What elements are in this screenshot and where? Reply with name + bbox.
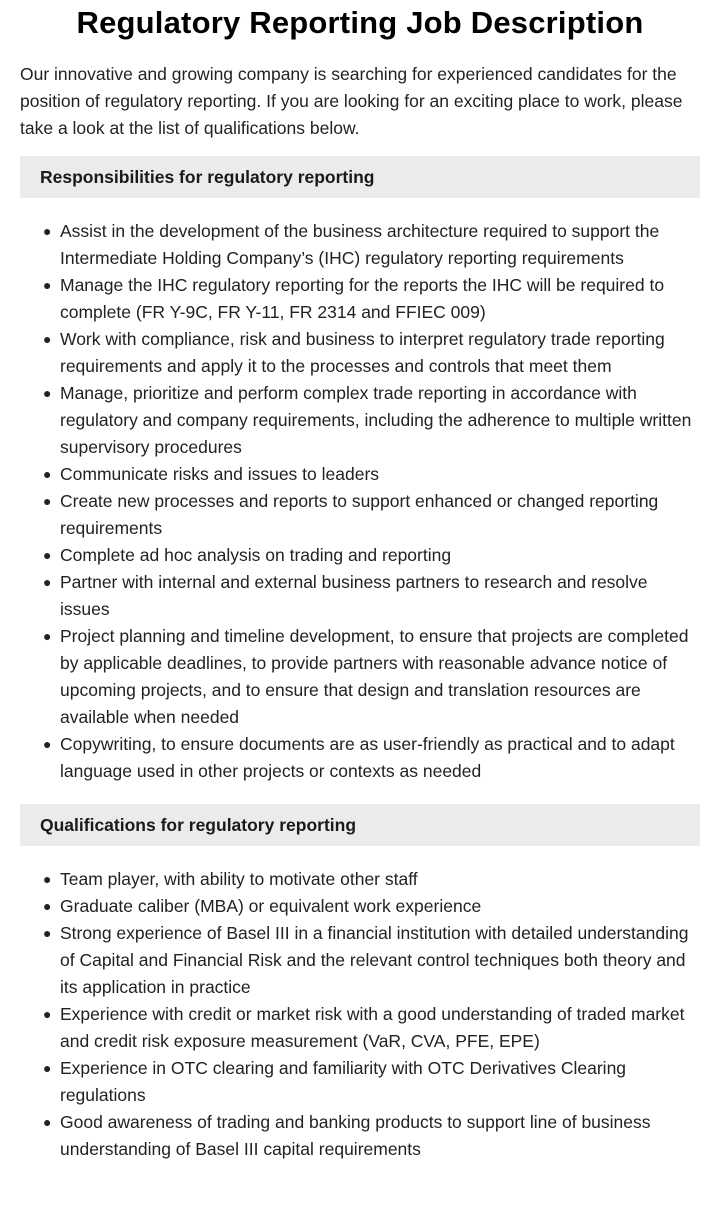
bullet-icon: ● <box>43 925 52 941</box>
bullet-icon: ● <box>43 547 52 563</box>
bullet-icon: ● <box>43 223 52 239</box>
bullet-icon: ● <box>43 466 52 482</box>
list-item: ● Experience in OTC clearing and familiarity with OTC Derivatives Clearing regulations <box>60 1055 700 1109</box>
list-item: ● Partner with internal and external business partners to research and resolve issues <box>60 569 700 623</box>
bullet-icon: ● <box>43 331 52 347</box>
list-item: ● Manage, prioritize and perform complex trade reporting in accordance with regulatory and company requirements, including the adherence to multiple written supervisory procedures <box>60 380 700 461</box>
bullet-icon: ● <box>43 277 52 293</box>
qualifications-list <box>20 866 700 1163</box>
list-item: ● Project planning and timeline development, to ensure that projects are completed by applicable deadlines, to provide partners with reasonable advance notice of upcoming projects, and to ensure that design and translation resources are available when needed <box>60 623 700 731</box>
responsibilities-heading-text: Responsibilities for regulatory reporting <box>40 166 375 187</box>
list-item: ● Work with compliance, risk and business to interpret regulatory trade reporting requirements and apply it to the processes and controls that meet them <box>60 326 700 380</box>
page-title: Regulatory Reporting Job Description <box>76 5 644 40</box>
responsibilities-heading <box>20 156 700 198</box>
list-item: ● Manage the IHC regulatory reporting for the reports the IHC will be required to complete (FR Y-9C, FR Y-11, FR 2314 and FFIEC 009) <box>60 272 700 326</box>
list-item: ● Create new processes and reports to support enhanced or changed reporting requirements <box>60 488 700 542</box>
bullet-icon: ● <box>43 574 52 590</box>
list-item: ● Communicate risks and issues to leaders <box>60 461 700 488</box>
list-item: ● Assist in the development of the business architecture required to support the Intermediate Holding Company’s (IHC) regulatory reporting requirements <box>60 218 700 272</box>
bullet-icon: ● <box>43 736 52 752</box>
list-item: ● Complete ad hoc analysis on trading and reporting <box>60 542 700 569</box>
list-item: ● Copywriting, to ensure documents are as user-friendly as practical and to adapt language used in other projects or contexts as needed <box>60 731 700 785</box>
list-item: ● Graduate caliber (MBA) or equivalent work experience <box>60 893 700 920</box>
bullet-icon: ● <box>43 871 52 887</box>
intro-paragraph: Our innovative and growing company is searching for experienced candidates for the position of regulatory reporting. If you are looking for an exciting place to work, please take a look at the list of qualifications below. <box>20 64 683 138</box>
list-item: ● Good awareness of trading and banking products to support line of business understanding of Basel III capital requirements <box>60 1109 700 1163</box>
qualifications-heading-text: Qualifications for regulatory reporting <box>40 814 357 835</box>
list-item: ● Team player, with ability to motivate other staff <box>60 866 700 893</box>
bullet-icon: ● <box>43 628 52 644</box>
bullet-icon: ● <box>43 1060 52 1076</box>
bullet-icon: ● <box>43 1006 52 1022</box>
qualifications-heading <box>20 804 700 846</box>
responsibilities-list <box>20 218 700 785</box>
bullet-icon: ● <box>43 1114 52 1130</box>
bullet-icon: ● <box>43 493 52 509</box>
bullet-icon: ● <box>43 898 52 914</box>
list-item: ● Strong experience of Basel III in a financial institution with detailed understanding of Capital and Financial Risk and the relevant control techniques both theory and its application in practice <box>60 920 700 1001</box>
bullet-icon: ● <box>43 385 52 401</box>
list-item: ● Experience with credit or market risk with a good understanding of traded market and credit risk exposure measurement (VaR, CVA, PFE, EPE) <box>60 1001 700 1055</box>
